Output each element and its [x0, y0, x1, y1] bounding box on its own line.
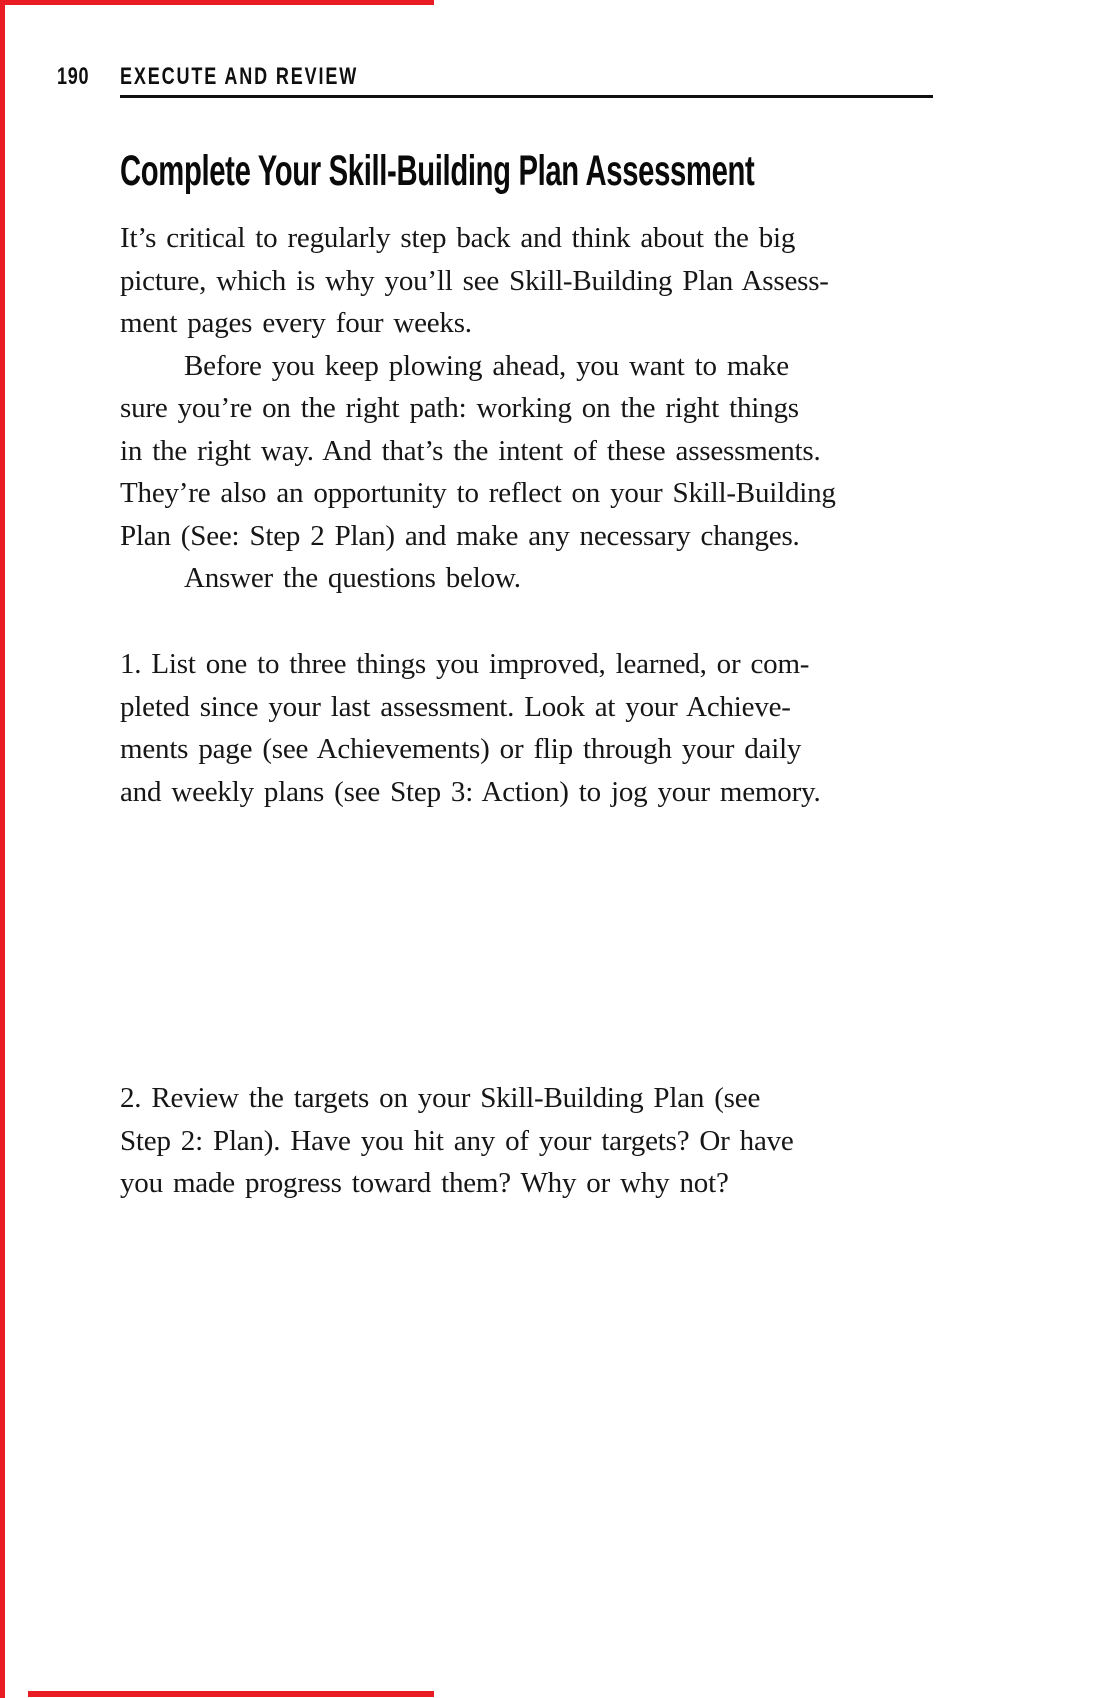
- page-edge-mark-bottom: [28, 1691, 434, 1697]
- text-line: Answer the questions below.: [184, 562, 521, 594]
- text-line: Before you keep plowing ahead, you want to make: [184, 349, 789, 382]
- running-header: [57, 63, 359, 90]
- page-edge-mark-top: [0, 0, 434, 5]
- text-line: in the right way. And that’s the intent of these assessments.: [120, 434, 821, 467]
- text-line: sure you’re on the right path: working on the right things: [120, 392, 799, 424]
- running-header-title: EXECUTE AND REVIEW: [120, 63, 359, 90]
- header-rule: [120, 95, 933, 98]
- text-line: and weekly plans (see Step 3: Action) to jog your memory.: [120, 775, 821, 808]
- text-line: 2. Review the targets on your Skill-Building Plan (see: [120, 1082, 761, 1114]
- page-edge-mark-left: [0, 0, 5, 1698]
- text-line: ments page (see Achievements) or flip through your daily: [120, 733, 802, 765]
- intro-paragraphs: [120, 217, 965, 600]
- text-line: ment pages every four weeks.: [120, 307, 472, 339]
- article-title: Complete Your Skill-Building Plan Assessment: [120, 147, 755, 195]
- text-line: pleted since your last assessment. Look at your Achieve-: [120, 690, 791, 723]
- text-line: 1. List one to three things you improved, learned, or com-: [120, 648, 810, 680]
- text-line: Step 2: Plan). Have you hit any of your targets? Or have: [120, 1124, 794, 1157]
- page-number: 190: [57, 63, 90, 90]
- question-2: [120, 1077, 965, 1205]
- text-line: They’re also an opportunity to reflect on your Skill-Building: [120, 477, 836, 509]
- text-line: you made progress toward them? Why or why not?: [120, 1167, 729, 1199]
- text-line: Plan (See: Step 2 Plan) and make any necessary changes.: [120, 519, 800, 552]
- text-line: picture, which is why you’ll see Skill-Building Plan Assess-: [120, 264, 829, 297]
- question-1: [120, 643, 965, 813]
- text-line: It’s critical to regularly step back and think about the big: [120, 222, 796, 254]
